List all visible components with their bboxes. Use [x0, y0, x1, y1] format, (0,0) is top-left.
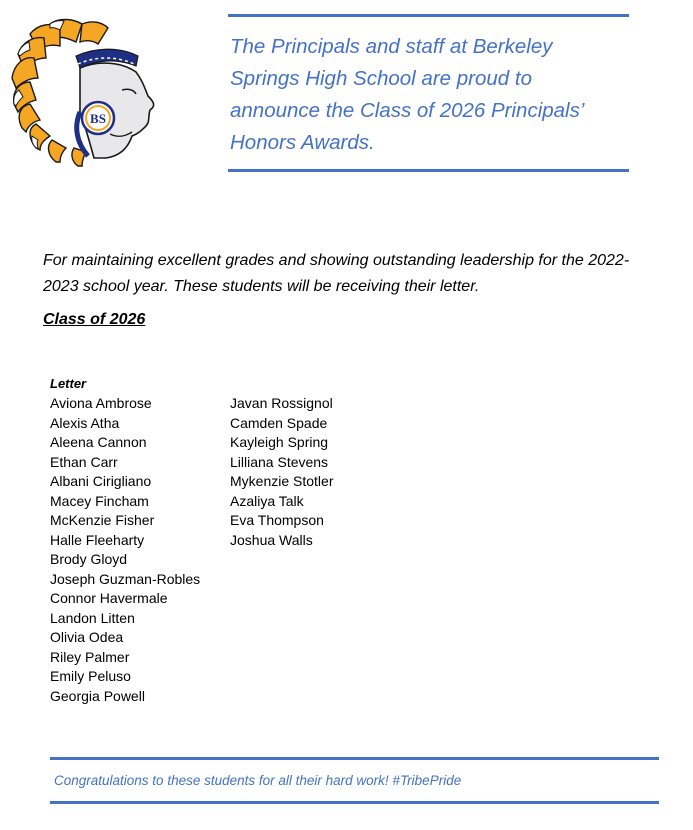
student-name: Riley Palmer — [50, 648, 130, 665]
school-logo — [10, 16, 164, 172]
student-name: Halle Fleeharty — [50, 531, 145, 548]
student-name: Aleena Cannon — [50, 434, 147, 450]
footer-bottom-rule — [50, 801, 659, 804]
logo-letters: BS — [90, 111, 106, 126]
student-name: Eva Thompson — [230, 512, 324, 528]
student-name: Olivia Odea — [50, 629, 124, 645]
intro-paragraph: For maintaining excellent grades and showing outstanding leadership for the 2022-2023 school year. These students will be receiving their letter. — [43, 252, 630, 295]
student-name: Javan Rossignol — [230, 395, 333, 411]
footer-top-rule — [50, 757, 659, 760]
student-name: Kayleigh Spring — [230, 434, 329, 450]
student-name: Joseph Guzman-Robles — [50, 570, 201, 587]
student-name: Georgia Powell — [50, 687, 145, 704]
student-name: Albani Cirigliano — [50, 473, 152, 489]
student-name: Joshua Walls — [230, 531, 313, 548]
callout-top-rule — [228, 14, 629, 17]
callout-bottom-rule — [228, 169, 629, 172]
student-list-column-1 — [50, 394, 200, 706]
student-name: Azaliya Talk — [230, 492, 304, 509]
announcement-callout — [228, 14, 629, 172]
student-name: Ethan Carr — [50, 453, 118, 470]
student-name: Emily Peluso — [50, 668, 131, 684]
award-list-heading: Letter — [50, 376, 87, 391]
student-name: Camden Spade — [230, 414, 328, 431]
student-name: McKenzie Fisher — [50, 512, 155, 528]
student-name: Alexis Atha — [50, 414, 120, 431]
class-heading: Class of 2026 — [43, 311, 146, 328]
student-name: Landon Litten — [50, 609, 135, 626]
student-name: Lilliana Stevens — [230, 453, 329, 470]
announcement-text: The Principals and staff at Berkeley Springs High School are proud to announce the Class of 2026 Principals’ Honors Awards. — [230, 35, 584, 154]
footer-congratulations: Congratulations to these students for all their hard work! #TribePride — [54, 773, 462, 788]
student-name: Macey Fincham — [50, 492, 149, 509]
student-name: Brody Gloyd — [50, 551, 128, 567]
student-name: Connor Havermale — [50, 590, 168, 606]
student-name: Aviona Ambrose — [50, 395, 152, 411]
student-list-column-2 — [230, 394, 333, 550]
student-name: Mykenzie Stotler — [230, 473, 334, 489]
